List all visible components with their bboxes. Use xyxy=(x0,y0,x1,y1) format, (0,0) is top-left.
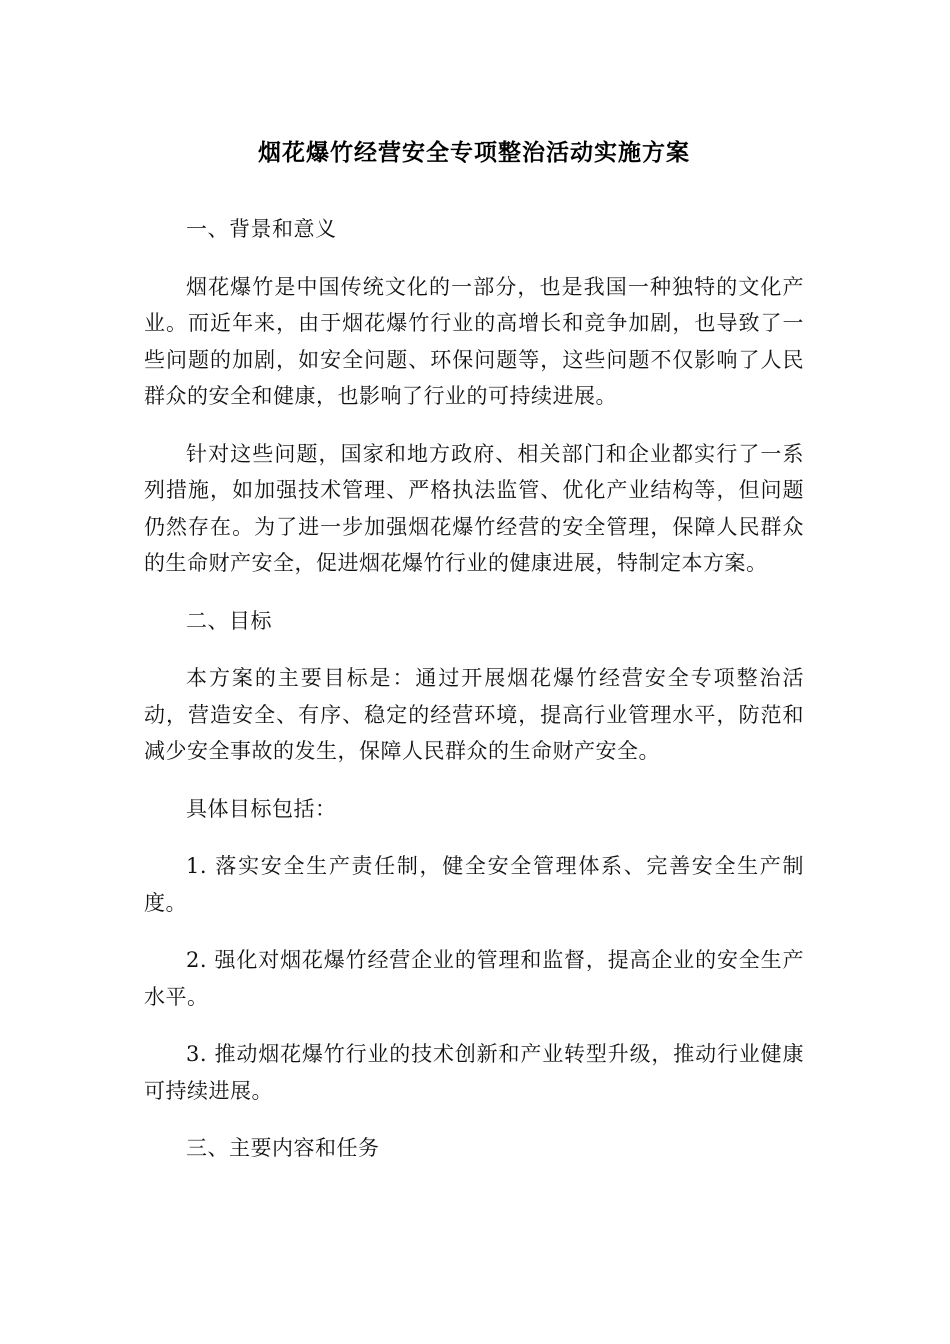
list-item-goal-1: 1. 落实安全生产责任制，健全安全管理体系、完善安全生产制度。 xyxy=(144,854,804,915)
paragraph-goals-main: 本方案的主要目标是：通过开展烟花爆竹经营安全专项整治活动，营造安全、有序、稳定的经营环境，提高行业管理水平，防范和减少安全事故的发生，保障人民群众的生命财产安全。 xyxy=(144,666,804,763)
section-heading-goals: 二、目标 xyxy=(186,608,272,633)
section-heading-tasks: 三、主要内容和任务 xyxy=(186,1136,380,1160)
paragraph-goals-intro: 具体目标包括： xyxy=(186,796,337,821)
list-item-goal-2: 2. 强化对烟花爆竹经营企业的管理和监督，提高企业的安全生产水平。 xyxy=(144,948,804,1009)
paragraph-background-1: 烟花爆竹是中国传统文化的一部分，也是我国一种独特的文化产业。而近年来，由于烟花爆竹行业的高增长和竞争加剧，也导致了一些问题的加剧，如安全问题、环保问题等，这些问题不仅影响了人民群众的安全和健康，也影响了行业的可持续进展。 xyxy=(144,274,804,408)
document-body xyxy=(144,133,804,1188)
document-title: 烟花爆竹经营安全专项整治活动实施方案 xyxy=(258,140,690,166)
section-heading-background: 一、背景和意义 xyxy=(186,217,337,241)
paragraph-background-2: 针对这些问题，国家和地方政府、相关部门和企业都实行了一系列措施，如加强技术管理、严格执法监管、优化产业结构等，但问题仍然存在。为了进一步加强烟花爆竹经营的安全管理，保障人民群众的生命财产安全，促进烟花爆竹行业的健康进展，特制定本方案。 xyxy=(144,441,804,575)
list-item-goal-3: 3. 推动烟花爆竹行业的技术创新和产业转型升级，推动行业健康可持续进展。 xyxy=(144,1042,804,1103)
